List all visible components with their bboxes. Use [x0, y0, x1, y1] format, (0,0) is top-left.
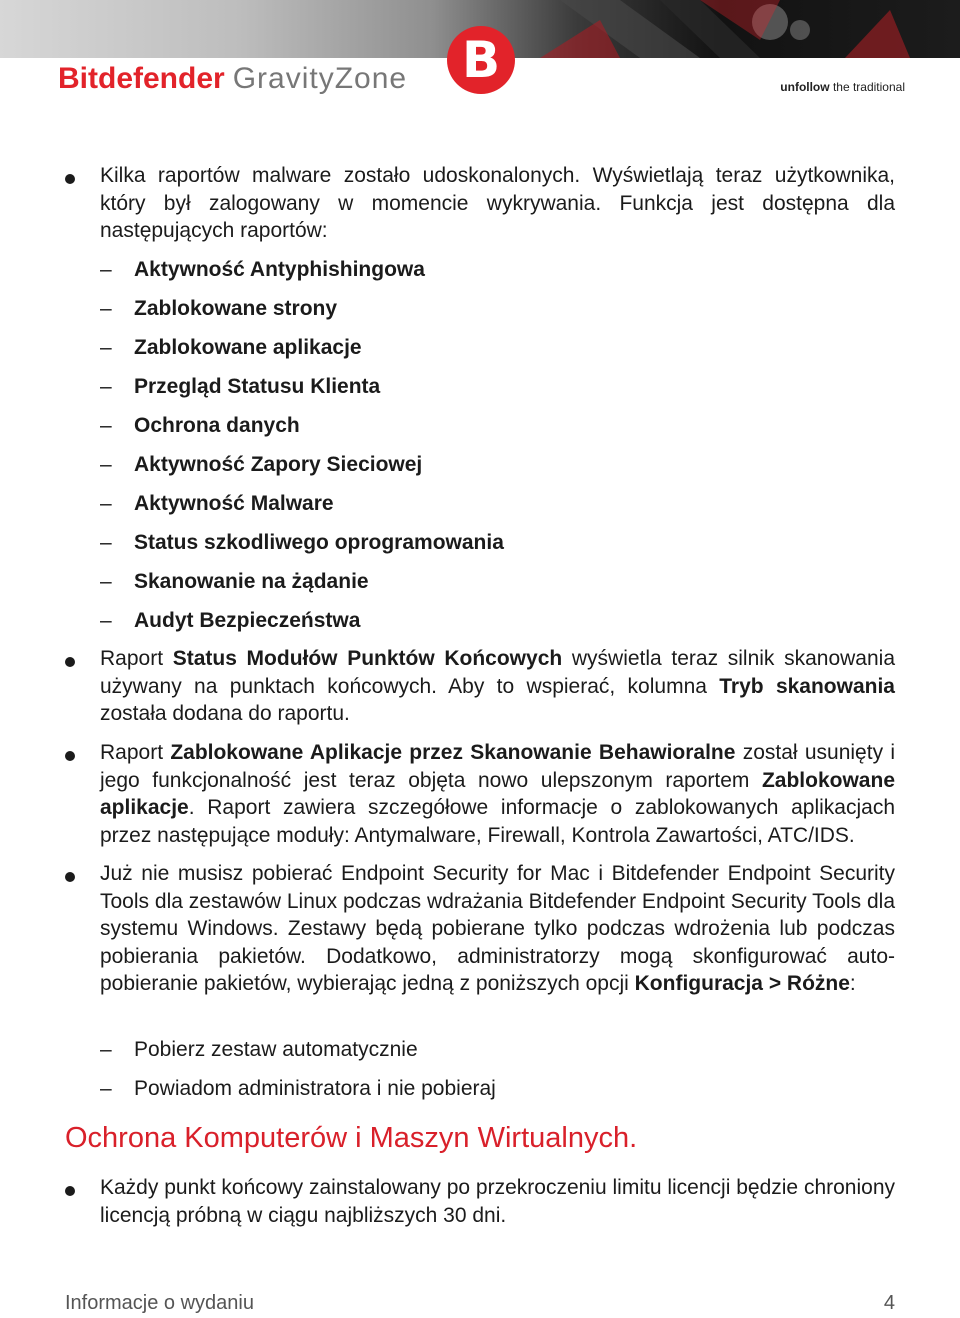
dash: –	[100, 414, 112, 437]
list-item: – Aktywność Malware	[100, 490, 334, 518]
footer-title: Informacje o wydaniu	[65, 1292, 254, 1314]
dash: –	[100, 375, 112, 398]
list-item: – Powiadom administratora i nie pobieraj	[100, 1075, 496, 1103]
bullet-paragraph: Raport Zablokowane Aplikacje przez Skanowanie Behawioralne został usunięty i jego funkcjonalność jest teraz objęta nowo ulepszonym raportem Zablokowane aplikacje. Raport zawiera szczegółowe informacje o zablokowanych aplikacjach przez następujące moduły: Antymalware, Firewall, Kontrola Zawartości, ATC/IDS.	[100, 741, 895, 847]
bullet-paragraph: Każdy punkt końcowy zainstalowany po przekroczeniu limitu licencji będzie chroniony licencją próbną w ciągu najbliższych 30 dni.	[100, 1176, 895, 1227]
dash: –	[100, 570, 112, 593]
bold-text: Zablokowane Aplikacje przez Skanowanie Behawioralne	[170, 741, 736, 764]
list-item: – Aktywność Antyphishingowa	[100, 256, 425, 284]
dash: –	[100, 1077, 112, 1100]
list-item: – Ochrona danych	[100, 412, 300, 440]
list-item: – Status szkodliwego oprogramowania	[100, 529, 504, 557]
dash: –	[100, 531, 112, 554]
list-item: – Audyt Bezpieczeństwa	[100, 607, 360, 635]
bullet-dot	[65, 751, 75, 761]
tagline	[780, 80, 905, 94]
brand-logo	[58, 62, 407, 96]
bold-text: Zablokowane aplikacje	[100, 768, 895, 819]
list-item: – Skanowanie na żądanie	[100, 568, 369, 596]
bold-text: Tryb skanowania	[719, 674, 895, 698]
list-item: – Pobierz zestaw automatycznie	[100, 1036, 418, 1064]
tagline-part-b: the traditional	[829, 80, 905, 94]
tagline-part-a: unfollow	[780, 80, 830, 94]
list-item: – Przegląd Statusu Klienta	[100, 373, 380, 401]
section-heading: Ochrona Komputerów i Maszyn Wirtualnych.	[65, 1122, 638, 1154]
bullet-paragraph: Raport Status Modułów Punktów Końcowych wyświetla teraz silnik skanowania używany na punktach końcowych. Aby to wspierać, kolumna Tryb skanowania została dodana do raportu.	[100, 647, 895, 725]
dash: –	[100, 1038, 112, 1061]
bitdefender-b-logo: B	[447, 26, 515, 94]
list-item: – Zablokowane aplikacje	[100, 334, 362, 362]
dash: –	[100, 492, 112, 515]
bullet-paragraph: Już nie musisz pobierać Endpoint Security for Mac i Bitdefender Endpoint Security Tools dla zestawów Linux podczas wdrażania Bitdefender Endpoint Security Tools dla systemu Windows. Zestawy będą pobierane tylko podczas wdrożenia lub podczas pobierania pakietów. Dodatkowo, administratorzy mogą skonfigurować auto-pobieranie pakietów, wybierając jedną z poniższych opcji Konfiguracja > Różne:	[100, 862, 895, 995]
bullet-dot	[65, 174, 75, 184]
page-number: 4	[883, 1292, 895, 1314]
bold-text: Status Modułów Punktów Końcowych	[172, 647, 563, 670]
dash: –	[100, 297, 112, 320]
bullet-dot	[65, 657, 75, 667]
bullet-dot	[65, 872, 75, 882]
list-item: – Zablokowane strony	[100, 295, 337, 323]
dash: –	[100, 336, 112, 359]
brand-name: Bitdefender	[58, 62, 225, 95]
product-name: GravityZone	[232, 62, 408, 95]
bullet-dot	[65, 1186, 75, 1196]
bullet-paragraph: Kilka raportów malware zostało udoskonalonych. Wyświetlają teraz użytkownika, który był zalogowany w momencie wykrywania. Funkcja jest dostępna dla następujących raportów:	[100, 164, 895, 242]
bold-text: Konfiguracja > Różne	[634, 972, 850, 995]
dash: –	[100, 609, 112, 632]
dash: –	[100, 453, 112, 476]
list-item: – Aktywność Zapory Sieciowej	[100, 451, 422, 479]
dash: –	[100, 258, 112, 281]
